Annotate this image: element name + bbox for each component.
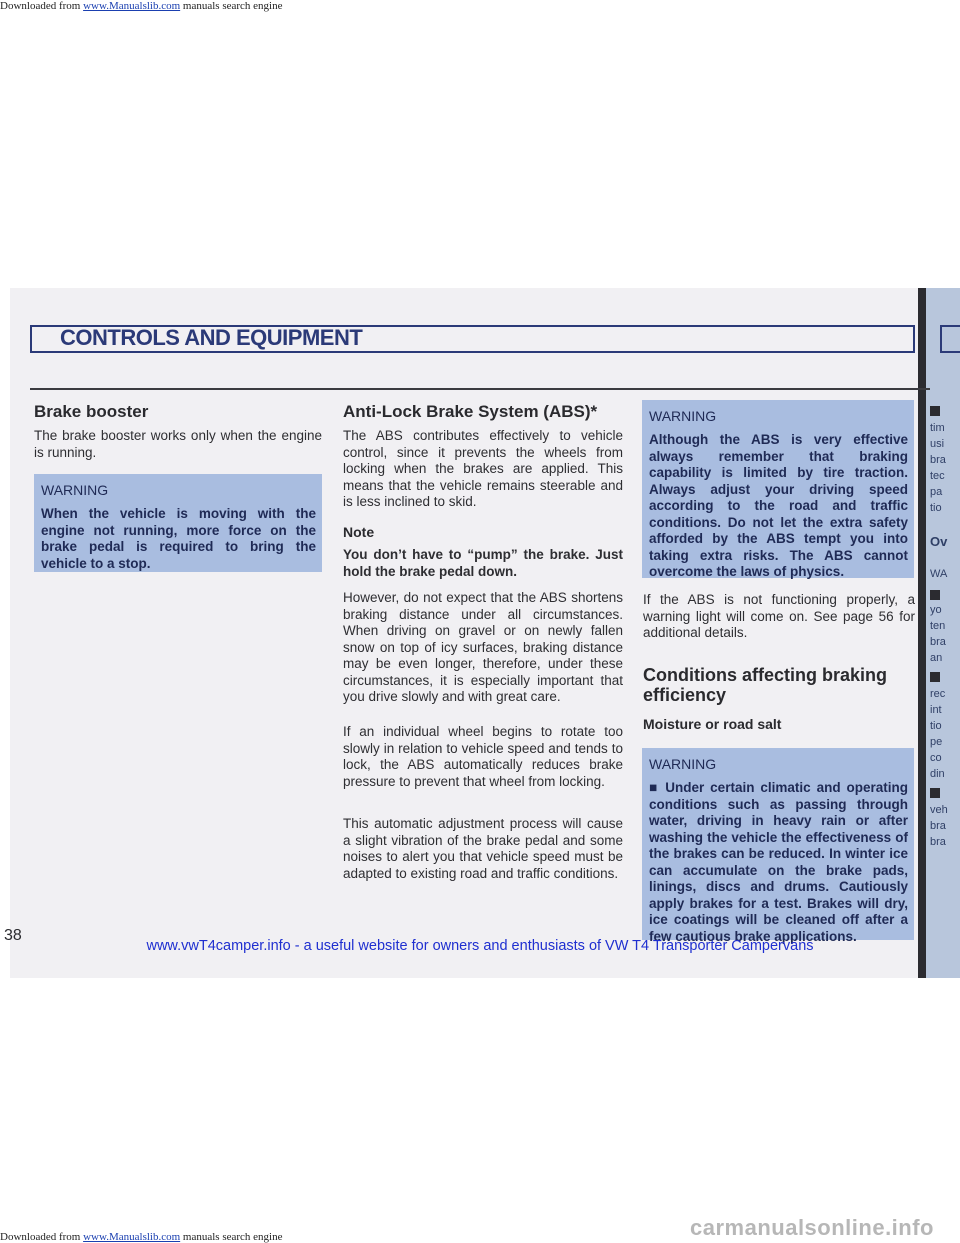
page-fold-edge — [918, 288, 926, 978]
watermark-logo: carmanualsonline.info — [690, 1215, 934, 1240]
bullet-mark — [930, 406, 940, 416]
strip-text: bra — [930, 820, 946, 832]
manualslib-link[interactable]: www.Manualslib.com — [83, 0, 181, 12]
abs-warning — [642, 400, 914, 578]
strip-text: din — [930, 768, 945, 780]
warning-title: WARNING — [649, 756, 717, 772]
bullet-mark — [930, 788, 940, 798]
strip-text: co — [930, 752, 942, 764]
banner-suffix: manuals search engine — [180, 1231, 283, 1243]
header-rule — [30, 388, 930, 390]
strip-text: WA — [930, 568, 948, 580]
strip-text: veh — [930, 804, 948, 816]
strip-text: tio — [930, 720, 942, 732]
strip-text: an — [930, 652, 943, 664]
strip-text: tec — [930, 470, 945, 482]
website-footer-link[interactable]: www.vwT4camper.info - a useful website for owners and enthusiasts of VW T4 Transporter Campervans — [146, 938, 814, 954]
warning-text: When the vehicle is moving with the engine not running, more force on the brake pedal is required to bring the vehicle to a stop. — [41, 506, 316, 571]
next-page-strip — [926, 288, 960, 978]
banner-suffix: manuals search engine — [180, 0, 283, 12]
next-page-header-frame — [940, 325, 960, 353]
warning-title: WARNING — [649, 408, 717, 424]
warning-title: WARNING — [41, 482, 109, 498]
abs-paragraph-1: The ABS contributes effectively to vehicle control, since it prevents the wheels from locking when the brakes are applied. This means that the vehicle remains steerable and is less inclined to skid. — [343, 428, 623, 509]
banner-prefix: Downloaded from — [0, 0, 84, 12]
warning-text: ■ Under certain climatic and operating conditions such as passing through water, driving in heavy rain or after washing the vehicle the effectiveness of the brakes can be reduced. In winter ice can accumulate on the brake pads, linings, discs and drums. Cautiously apply brakes for a test. Brakes will dry, ice coatings will be cleaned off after a few cautious brake applications. — [649, 780, 908, 944]
download-banner-bottom — [0, 1231, 282, 1243]
abs-light-text: If the ABS is not functioning properly, a warning light will come on. See page 56 for additional details. — [643, 592, 915, 640]
strip-text: Ov — [930, 534, 948, 549]
strip-text: yo — [930, 604, 942, 616]
strip-text: int — [930, 704, 942, 716]
bullet-mark — [930, 590, 940, 600]
strip-text: rec — [930, 688, 946, 700]
strip-text: tim — [930, 422, 945, 434]
note-heading: Note — [343, 524, 375, 540]
braking-efficiency-heading: Conditions affecting braking efficiency — [643, 665, 888, 705]
abs-paragraph-4: This automatic adjustment process will cause a slight vibration of the brake pedal and some noises to alert you that vehicle speed must be adapted to existing road and traffic conditions. — [343, 816, 623, 881]
abs-paragraph-3: If an individual wheel begins to rotate too slowly in relation to vehicle speed and tends to lock, the ABS automatically reduces brake pressure to prevent that wheel from locking. — [343, 724, 623, 789]
moisture-warning — [642, 748, 914, 944]
moisture-subheading: Moisture or road salt — [643, 716, 782, 732]
strip-text: usi — [930, 438, 945, 450]
strip-text: ten — [930, 620, 946, 632]
manualslib-link[interactable]: www.Manualslib.com — [83, 1231, 181, 1243]
banner-prefix: Downloaded from — [0, 1231, 84, 1243]
strip-text: bra — [930, 454, 946, 466]
abs-heading: Anti-Lock Brake System (ABS)* — [343, 402, 598, 421]
section-title: CONTROLS AND EQUIPMENT — [60, 325, 363, 350]
brake-booster-heading: Brake booster — [34, 402, 149, 421]
warning-text: Although the ABS is very effective always remember that braking capability is limited by tire traction. Always adjust your driving speed according to the road and traffic conditions. Do not let the extra safety afforded by the ABS tempt you into taking extra risks. The ABS cannot overcome the laws of physics. — [649, 432, 908, 579]
brake-booster-text: The brake booster works only when the engine is running. — [34, 428, 322, 460]
note-text: You don’t have to “pump” the brake. Just hold the brake pedal down. — [343, 547, 623, 579]
page-number: 38 — [4, 927, 22, 944]
brake-booster-warning — [34, 474, 322, 572]
abs-paragraph-2: However, do not expect that the ABS shortens braking distance under all circumstances. When driving on gravel or on newly fallen snow on top of icy surfaces, braking distance may be even longer, therefore, under these circumstances, it is especially important that you drive slowly and with great care. — [343, 590, 623, 704]
strip-text: pa — [930, 486, 943, 498]
bullet-mark — [930, 672, 940, 682]
strip-text: tio — [930, 502, 942, 514]
strip-text: bra — [930, 636, 946, 648]
strip-text: bra — [930, 836, 946, 848]
strip-text: pe — [930, 736, 943, 748]
download-banner-top — [0, 0, 282, 12]
